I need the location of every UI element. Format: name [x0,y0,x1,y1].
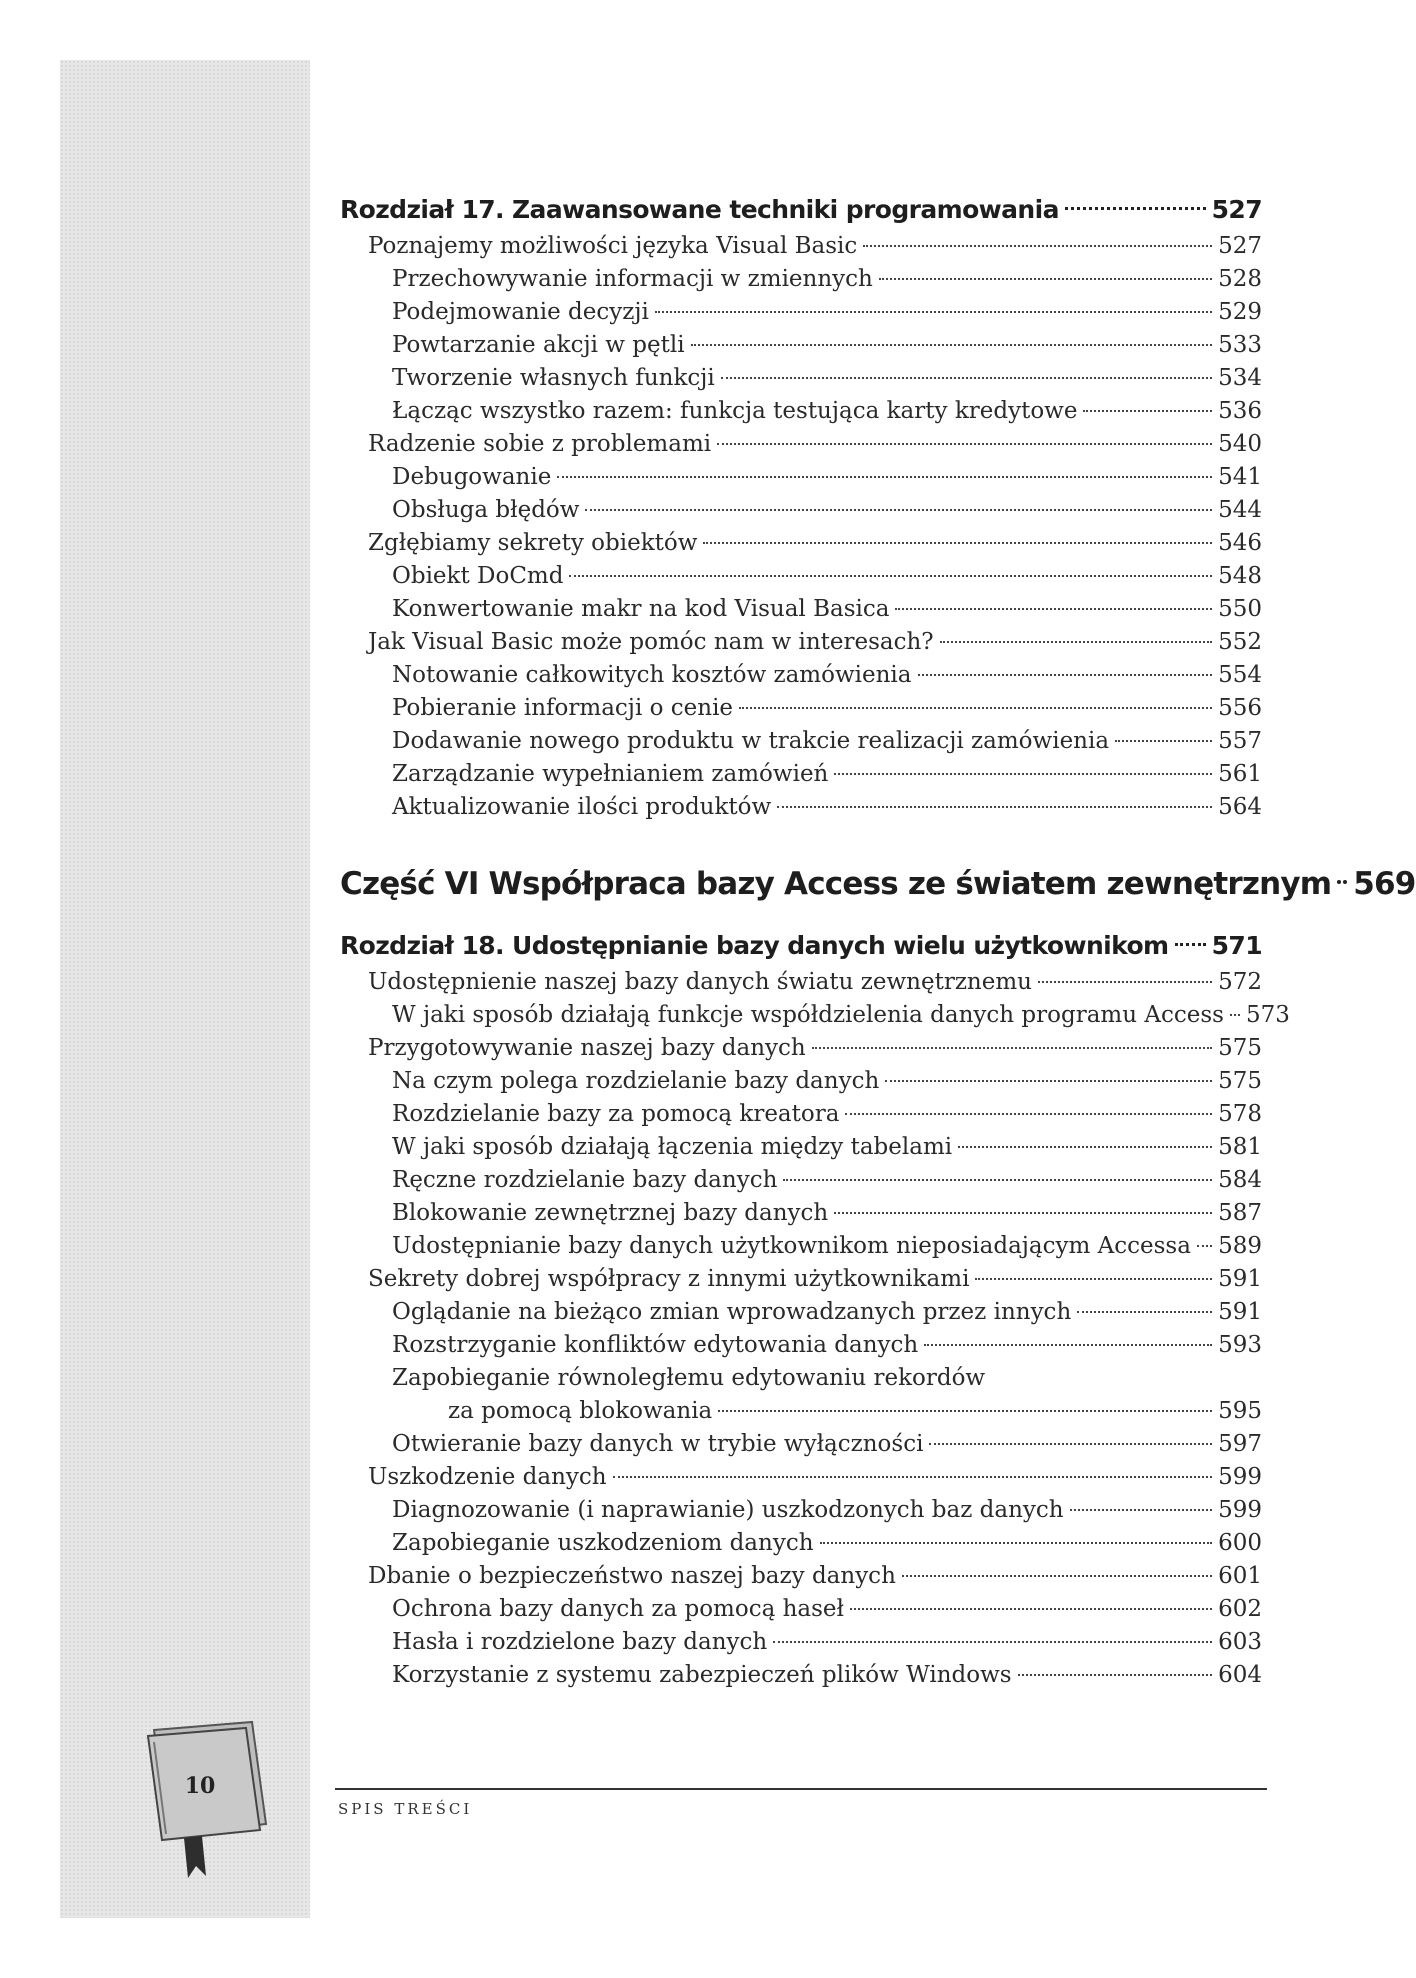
dot-leader [975,1278,1212,1280]
chapter-17-sections [340,230,1262,824]
toc-entry[interactable] [340,1494,1262,1527]
dot-leader [1065,207,1206,210]
dot-leader [557,476,1212,478]
dot-leader [655,311,1212,313]
dot-leader [879,278,1212,280]
entry-title: Zapobieganie uszkodzeniom danych [392,1530,814,1556]
toc-entry[interactable] [340,362,1262,395]
entry-title: Powtarzanie akcji w pętli [392,332,685,358]
entry-page: 552 [1218,629,1262,655]
entry-title: Notowanie całkowitych kosztów zamówienia [392,662,912,688]
toc-entry[interactable] [340,725,1262,758]
entry-page: 601 [1218,1563,1262,1589]
toc-entry[interactable] [340,1659,1262,1692]
entry-page: 550 [1218,596,1262,622]
chapter-page: 571 [1211,931,1262,960]
dot-leader [691,344,1213,346]
dot-leader [773,1641,1212,1643]
entry-title: Zarządzanie wypełnianiem zamówień [392,761,829,787]
entry-page: 534 [1218,365,1262,391]
dot-leader [703,542,1212,544]
dot-leader [885,1080,1212,1082]
toc-entry[interactable] [340,692,1262,725]
entry-page: 599 [1218,1464,1262,1490]
toc-entry[interactable] [340,1098,1262,1131]
toc-entry[interactable] [340,1263,1262,1296]
entry-title: Zapobieganie równoległemu edytowaniu rekordów [392,1365,986,1391]
entry-title: Rozdzielanie bazy za pomocą kreatora [392,1101,840,1127]
entry-page: 593 [1218,1332,1262,1358]
dot-leader [569,575,1212,577]
dot-leader [902,1575,1212,1577]
entry-page: 554 [1218,662,1262,688]
entry-title: Blokowanie zewnętrznej bazy danych [392,1200,829,1226]
entry-title: Rozstrzyganie konfliktów edytowania danych [392,1332,919,1358]
toc-entry[interactable] [340,1329,1262,1362]
entry-page: 546 [1218,530,1262,556]
entry-page: 589 [1218,1233,1262,1259]
dot-leader [863,245,1212,247]
entry-title: Jak Visual Basic może pomóc nam w interesach? [368,629,934,655]
dot-leader [1230,1014,1240,1016]
dot-leader [1337,880,1347,884]
chapter-title: Rozdział 17. Zaawansowane techniki programowania [340,195,1059,224]
toc-entry[interactable] [340,1626,1262,1659]
entry-title: Przygotowywanie naszej bazy danych [368,1035,806,1061]
entry-title: Udostępnianie bazy danych użytkownikom nieposiadającym Accessa [392,1233,1191,1259]
dot-leader [958,1146,1212,1148]
dot-leader [924,1344,1212,1346]
dot-leader [721,377,1212,379]
entry-page: 578 [1218,1101,1262,1127]
entry-page: 572 [1218,969,1262,995]
toc-entry-multiline[interactable] [340,1362,1262,1428]
dot-leader [777,806,1212,808]
toc-entry[interactable] [340,593,1262,626]
toc-entry[interactable] [340,1065,1262,1098]
entry-title: Hasła i rozdzielone bazy danych [392,1629,768,1655]
toc-entry[interactable] [340,1164,1262,1197]
dot-leader [717,443,1212,445]
dot-leader [1175,943,1206,946]
toc-entry[interactable] [340,1461,1262,1494]
toc-entry[interactable] [340,758,1262,791]
side-margin-strip [60,60,310,1918]
toc-entry[interactable] [340,263,1262,296]
part-heading-6[interactable] [340,854,1416,914]
entry-page: 573 [1245,1002,1290,1028]
dot-leader [1115,740,1212,742]
entry-page: 557 [1218,728,1262,754]
dot-leader [585,509,1212,511]
dot-leader [820,1542,1213,1544]
part-page: 569 [1353,866,1416,902]
dot-leader [1018,1674,1213,1676]
toc-entry[interactable] [340,428,1262,461]
entry-title: Dodawanie nowego produktu w trakcie realizacji zamówienia [392,728,1110,754]
part-title: Część VI Współpraca bazy Access ze światem zewnętrznym [340,866,1332,902]
chapter-heading-17[interactable] [340,190,1262,230]
entry-title: W jaki sposób działają funkcje współdzielenia danych programu Access [392,1002,1224,1028]
entry-title: Dbanie o bezpieczeństwo naszej bazy danych [368,1563,896,1589]
dot-leader [929,1443,1212,1445]
entry-page: 533 [1218,332,1262,358]
toc-entry[interactable] [340,659,1262,692]
entry-title: Uszkodzenie danych [368,1464,607,1490]
dot-leader [718,1410,1212,1412]
chapter-title: Rozdział 18. Udostępnianie bazy danych wielu użytkownikom [340,931,1169,960]
entry-page: 603 [1218,1629,1262,1655]
entry-page: 548 [1218,563,1262,589]
entry-title: Zgłębiamy sekrety obiektów [368,530,698,556]
toc-entry[interactable] [340,1230,1262,1263]
entry-page: 591 [1218,1266,1262,1292]
entry-title: Podejmowanie decyzji [392,299,649,325]
toc-entry[interactable] [340,1560,1262,1593]
entry-page: 587 [1218,1200,1262,1226]
toc-entry[interactable] [340,494,1262,527]
table-of-contents [340,190,1416,1692]
entry-page: 595 [1218,1398,1262,1424]
entry-page: 600 [1218,1530,1262,1556]
chapter-18-sections [340,966,1290,1692]
entry-page: 602 [1218,1596,1262,1622]
entry-page: 597 [1218,1431,1262,1457]
dot-leader [834,1212,1212,1214]
toc-entry[interactable] [340,560,1262,593]
dot-leader [918,674,1213,676]
toc-entry[interactable] [340,1032,1262,1065]
entry-title: W jaki sposób działają łączenia między tabelami [392,1134,953,1160]
entry-title: Łącząc wszystko razem: funkcja testująca karty kredytowe [392,398,1078,424]
dot-leader [812,1047,1212,1049]
entry-title: Ręczne rozdzielanie bazy danych [392,1167,778,1193]
toc-entry[interactable] [340,966,1262,999]
dot-leader [783,1179,1212,1181]
entry-page: 527 [1218,233,1262,259]
entry-title-continuation: za pomocą blokowania [448,1398,713,1424]
entry-page: 540 [1218,431,1262,457]
entry-title: Udostępnienie naszej bazy danych światu zewnętrznemu [368,969,1032,995]
dot-leader [845,1113,1212,1115]
page-number: 10 [184,1773,216,1799]
entry-page: 556 [1218,695,1262,721]
entry-title: Poznajemy możliwości języka Visual Basic [368,233,858,259]
toc-entry[interactable] [340,461,1262,494]
entry-title: Obsługa błędów [392,497,580,523]
toc-entry[interactable] [340,395,1262,428]
toc-entry[interactable] [340,1428,1262,1461]
dot-leader [613,1476,1213,1478]
dot-leader [834,773,1212,775]
entry-title: Na czym polega rozdzielanie bazy danych [392,1068,880,1094]
toc-entry[interactable] [340,1131,1262,1164]
entry-title: Przechowywanie informacji w zmiennych [392,266,873,292]
dot-leader [940,641,1212,643]
chapter-heading-18[interactable] [340,926,1262,966]
entry-page: 541 [1218,464,1262,490]
entry-page: 599 [1218,1497,1262,1523]
dot-leader [1083,410,1212,412]
entry-title: Otwieranie bazy danych w trybie wyłączności [392,1431,924,1457]
toc-entry[interactable] [340,230,1262,263]
book-icon [140,1720,270,1880]
entry-title: Sekrety dobrej współpracy z innymi użytkownikami [368,1266,970,1292]
dot-leader [1077,1311,1212,1313]
entry-page: 561 [1218,761,1262,787]
entry-title: Oglądanie na bieżąco zmian wprowadzanych przez innych [392,1299,1072,1325]
footer-divider [335,1788,1267,1790]
entry-title: Pobieranie informacji o cenie [392,695,734,721]
toc-entry[interactable] [340,527,1262,560]
entry-title: Konwertowanie makr na kod Visual Basica [392,596,890,622]
entry-title: Diagnozowanie (i naprawianie) uszkodzonych baz danych [392,1497,1064,1523]
entry-page: 591 [1218,1299,1262,1325]
toc-entry[interactable] [340,1527,1262,1560]
dot-leader [1038,981,1212,983]
entry-page: 528 [1218,266,1262,292]
toc-entry[interactable] [340,1593,1262,1626]
entry-page: 575 [1218,1068,1262,1094]
entry-title: Ochrona bazy danych za pomocą haseł [392,1596,845,1622]
entry-title: Obiekt DoCmd [392,563,564,589]
toc-entry[interactable] [340,1296,1262,1329]
entry-page: 536 [1218,398,1262,424]
entry-title: Radzenie sobie z problemami [368,431,712,457]
toc-entry[interactable] [340,999,1290,1032]
toc-entry[interactable] [340,791,1262,824]
entry-title: Korzystanie z systemu zabezpieczeń plików Windows [392,1662,1012,1688]
toc-entry[interactable] [340,296,1262,329]
dot-leader [895,608,1212,610]
toc-entry[interactable] [340,1197,1262,1230]
dot-leader [850,1608,1212,1610]
entry-page: 604 [1218,1662,1262,1688]
entry-page: 581 [1218,1134,1262,1160]
entry-title: Debugowanie [392,464,552,490]
entry-page: 575 [1218,1035,1262,1061]
running-footer: SPIS TREŚCI [338,1800,473,1818]
entry-page: 529 [1218,299,1262,325]
entry-page: 584 [1218,1167,1262,1193]
entry-page: 544 [1218,497,1262,523]
chapter-page: 527 [1211,195,1262,224]
entry-title: Tworzenie własnych funkcji [392,365,715,391]
dot-leader [739,707,1212,709]
toc-entry[interactable] [340,329,1262,362]
entry-page: 564 [1218,794,1262,820]
entry-title: Aktualizowanie ilości produktów [392,794,772,820]
toc-entry[interactable] [340,626,1262,659]
dot-leader [1070,1509,1213,1511]
dot-leader [1197,1245,1212,1247]
